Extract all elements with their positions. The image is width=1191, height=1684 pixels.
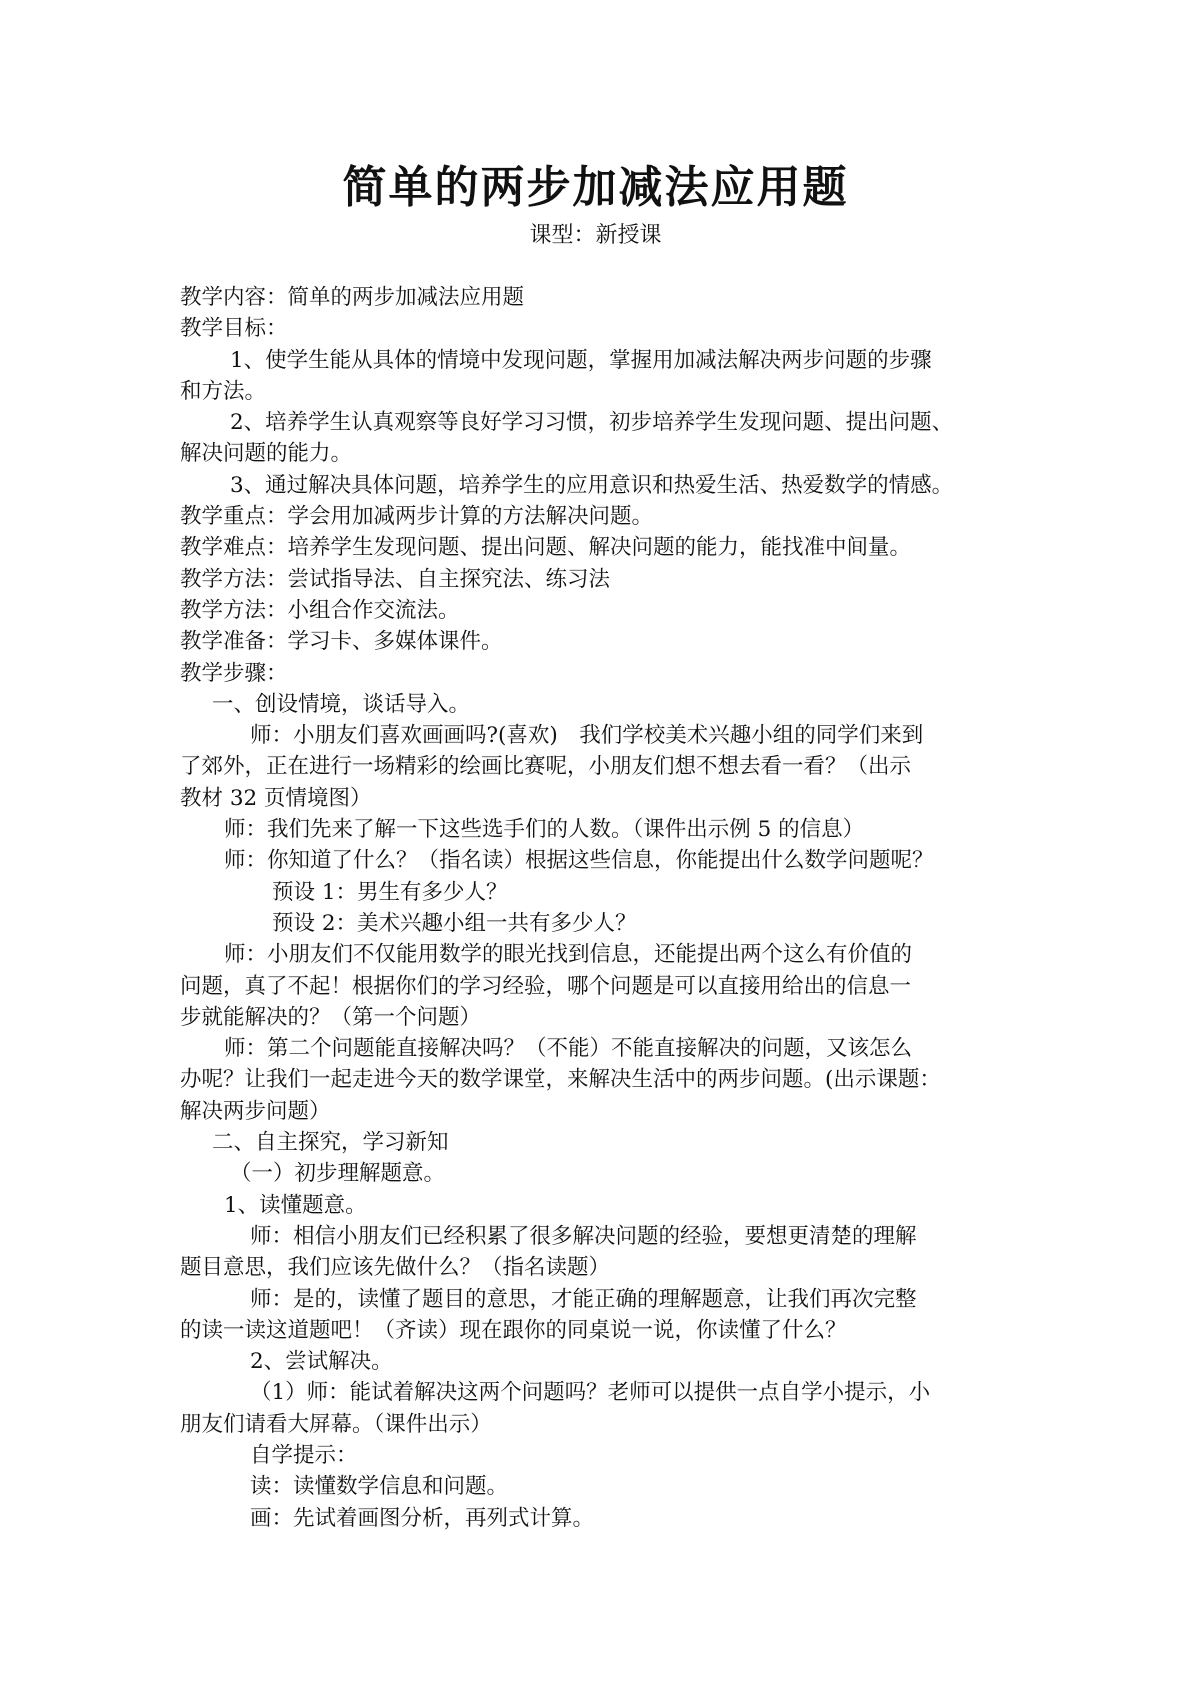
paragraph-line: 问题，真了不起！根据你们的学习经验，哪个问题是可以直接用给出的信息一	[180, 973, 912, 999]
method-line-1: 教学方法：尝试指导法、自主探究法、练习法	[180, 566, 611, 592]
section-2-heading: 二、自主探究，学习新知	[212, 1130, 449, 1156]
hint-draw-line: 画：先试着画图分析，再列式计算。	[250, 1505, 595, 1531]
paragraph-line: 师：小朋友们不仅能用数学的眼光找到信息，还能提出两个这么有价值的	[224, 942, 913, 968]
paragraph-line: 师：你知道了什么？（指名读）根据这些信息，你能提出什么数学问题呢？	[224, 848, 934, 874]
paragraph-line: 师：相信小朋友们已经积累了很多解决问题的经验，要想更清楚的理解	[250, 1223, 917, 1249]
goal-1-line: 1、使学生能从具体的情境中发现问题，掌握用加减法解决两步问题的步骤	[230, 347, 932, 373]
teaching-content-line: 教学内容：简单的两步加减法应用题	[180, 285, 525, 310]
goal-3-line: 3、通过解决具体问题，培养学生的应用意识和热爱生活、热爱数学的情感。	[230, 472, 954, 498]
paragraph-line: 步就能解决的？（第一个问题）	[180, 1004, 482, 1030]
preparation-line: 教学准备：学习卡、多媒体课件。	[180, 629, 503, 655]
goal-2-line: 2、培养学生认真观察等良好学习习惯，初步培养学生发现问题、提出问题、	[230, 410, 954, 436]
page-title: 简单的两步加减法应用题	[342, 162, 849, 213]
paragraph-line: 教材 32 页情境图）	[180, 785, 372, 811]
subsection-heading: （一）初步理解题意。	[230, 1161, 446, 1187]
preset-1-line: 预设 1：男生有多少人？	[272, 879, 508, 905]
section-1-heading: 一、创设情境，谈话导入。	[212, 691, 471, 717]
paragraph-line: 了郊外，正在进行一场精彩的绘画比赛呢，小朋友们想不想去看一看？（出示	[180, 754, 912, 780]
paragraph-line: 师：我们先来了解一下这些选手们的人数。（课件出示例 5 的信息）	[224, 817, 865, 843]
preset-2-line: 预设 2：美术兴趣小组一共有多少人？	[272, 910, 637, 936]
hint-read-line: 读：读懂数学信息和问题。	[250, 1474, 509, 1500]
paragraph-line: 办呢？让我们一起走进今天的数学课堂，来解决生活中的两步问题。(出示课题：	[180, 1067, 941, 1093]
paragraph-line: 解决两步问题）	[180, 1098, 331, 1124]
paragraph-line: 师：小朋友们喜欢画画吗?(喜欢) 我们学校美术兴趣小组的同学们来到	[250, 723, 924, 749]
paragraph-line: 题目意思，我们应该先做什么？（指名读题）	[180, 1255, 611, 1281]
step-heading: 2、尝试解决。	[250, 1349, 393, 1375]
paragraph-line: 师：是的，读懂了题目的意思，才能正确的理解题意，让我们再次完整	[250, 1286, 917, 1312]
self-study-hint-heading: 自学提示：	[250, 1442, 358, 1468]
goal-1-line-cont: 和方法。	[180, 378, 267, 404]
goal-2-line-cont: 解决问题的能力。	[180, 441, 353, 467]
paragraph-line: （1）师：能试着解决这两个问题吗？老师可以提供一点自学小提示，小	[250, 1380, 931, 1406]
page-subtitle: 课型：新授课	[529, 223, 662, 248]
paragraph-line: 师：第二个问题能直接解决吗？（不能）不能直接解决的问题，又该怎么	[224, 1036, 913, 1062]
teaching-goals-heading: 教学目标：	[180, 316, 288, 342]
paragraph-line: 朋友们请看大屏幕。（课件出示）	[180, 1411, 492, 1437]
step-heading: 1、读懂题意。	[224, 1192, 367, 1218]
steps-heading: 教学步骤：	[180, 660, 288, 686]
key-point-line: 教学重点：学会用加减两步计算的方法解决问题。	[180, 504, 654, 530]
document-body	[180, 282, 1020, 1534]
paragraph-line: 的读一读这道题吧！（齐读）现在跟你的同桌说一说，你读懂了什么？	[180, 1317, 847, 1343]
difficulty-line: 教学难点：培养学生发现问题、提出问题、解决问题的能力，能找准中间量。	[180, 535, 912, 561]
method-line-2: 教学方法：小组合作交流法。	[180, 597, 460, 623]
